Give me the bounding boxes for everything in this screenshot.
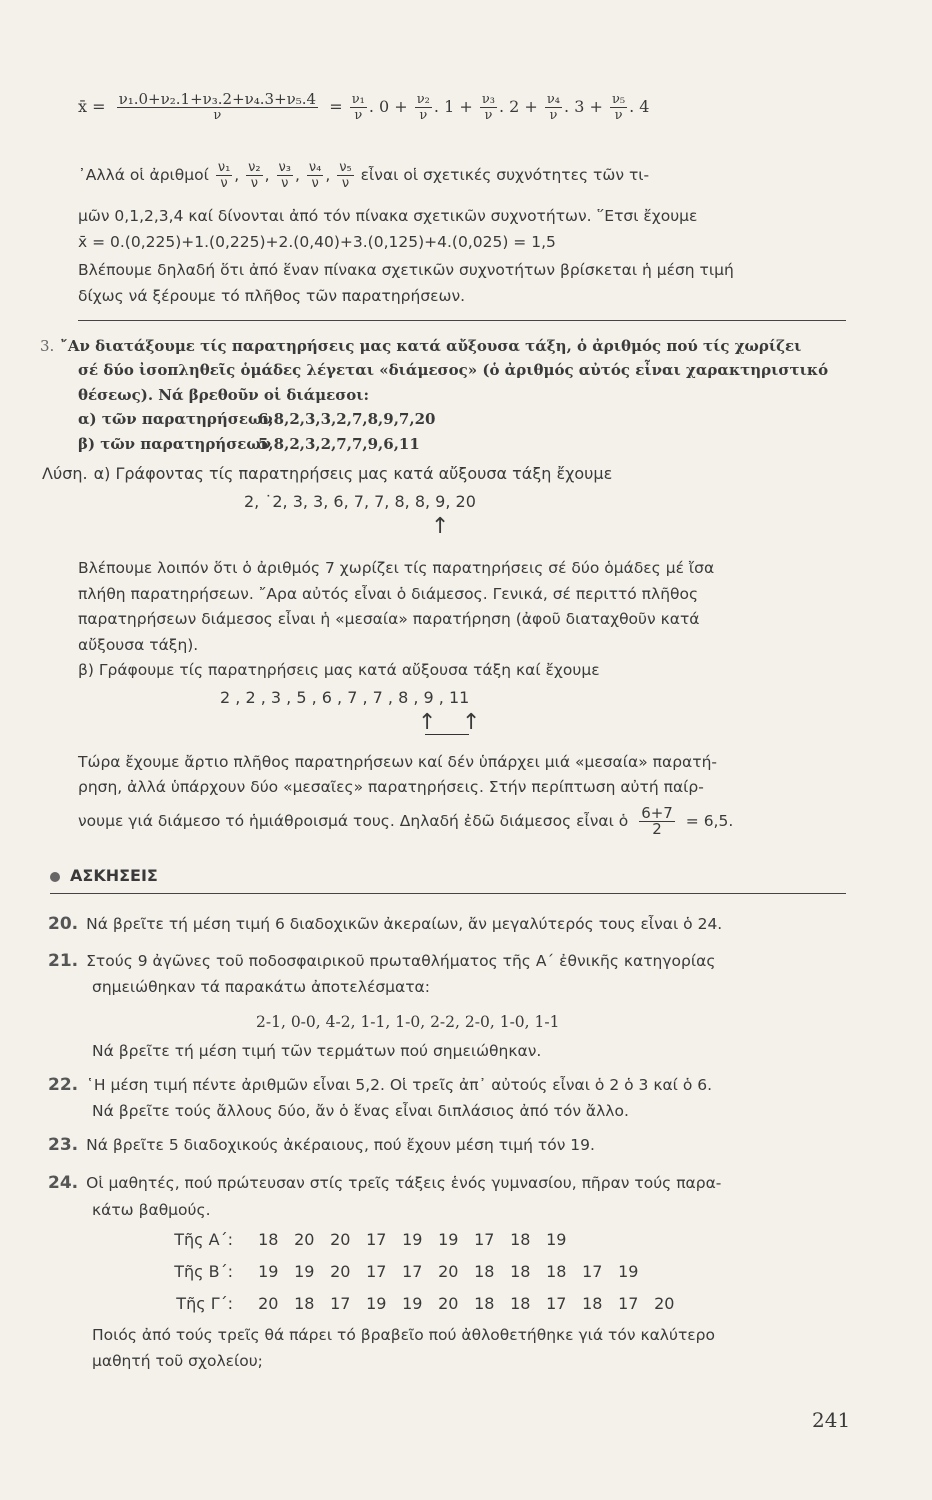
grade-value: 17 bbox=[474, 1230, 495, 1249]
grade-value: 19 bbox=[402, 1294, 423, 1313]
term-tail: . 1 + bbox=[433, 97, 473, 116]
comma: , bbox=[264, 166, 270, 184]
intro-fraction bbox=[307, 160, 323, 191]
frac-num: ν₂ bbox=[248, 160, 261, 175]
term-den: ν bbox=[419, 108, 428, 123]
term-num: ν₁ bbox=[351, 92, 365, 107]
grade-value: 17 bbox=[366, 1262, 387, 1281]
exercise-number: 21. bbox=[48, 951, 79, 971]
grade-value: 20 bbox=[654, 1294, 675, 1313]
solution-a-text-1: Βλέπουμε λοιπόν ὅτι ὁ ἀριθμός 7 χωρίζει τίς παρατηρήσεις σέ δύο ὁμάδες μέ ἴσα bbox=[78, 559, 715, 577]
term-den: ν bbox=[484, 108, 493, 123]
big-fraction-numerator: ν₁.0+ν₂.1+ν₃.2+ν₄.3+ν₅.4 bbox=[118, 90, 317, 108]
equals-sign: = bbox=[329, 97, 343, 116]
problem3-a bbox=[78, 409, 435, 429]
xbar-symbol: x̄ = bbox=[78, 97, 106, 116]
grades-row-c bbox=[138, 1294, 690, 1314]
exercise-24 bbox=[48, 1173, 721, 1193]
exercise-text: Νά βρεῖτε τή μέση τιμή 6 διαδοχικῶν ἀκεραίων, ἄν μεγαλύτερός τους εἶναι ὁ 24. bbox=[86, 915, 723, 933]
term-tail: . 0 + bbox=[368, 97, 408, 116]
grade-value: 17 bbox=[366, 1230, 387, 1249]
frac-num: ν₅ bbox=[339, 160, 352, 175]
term-num: ν₃ bbox=[481, 92, 495, 107]
solution-b-intro: β) Γράφουμε τίς παρατηρήσεις μας κατά αὔξουσα τάξη καί ἔχουμε bbox=[78, 661, 600, 679]
frac-num: ν₁ bbox=[217, 160, 231, 175]
grade-value: 20 bbox=[438, 1262, 459, 1281]
problem3-line-1 bbox=[40, 336, 801, 356]
relative-freq-line bbox=[78, 160, 649, 191]
grade-value: 17 bbox=[582, 1262, 603, 1281]
median-frac-den: 2 bbox=[652, 820, 662, 838]
solution-a-text-3: παρατηρήσεων διάμεσος εἶναι ἡ «μεσαία» παρατήρηση (ἀφοῦ διαταχθοῦν κατά bbox=[78, 610, 700, 628]
median-bracket bbox=[425, 734, 469, 735]
solution-b-text-2: ρηση, ἀλλά ὑπάρχουν δύο «μεσαῖες» παρατηρήσεις. Στήν περίπτωση αὐτή παίρ- bbox=[78, 778, 704, 796]
term-fraction bbox=[480, 92, 497, 123]
exercise-21 bbox=[48, 951, 715, 971]
term-den: ν bbox=[549, 108, 558, 123]
final-question-2: μαθητή τοῦ σχολείου; bbox=[92, 1352, 263, 1370]
grade-value: 17 bbox=[330, 1294, 351, 1313]
intro-fraction bbox=[246, 160, 262, 191]
exercise-text: Νά βρεῖτε 5 διαδοχικούς ἀκέραιους, πού ἔχουν μέση τιμή τόν 19. bbox=[86, 1136, 595, 1154]
grade-value: 20 bbox=[330, 1230, 351, 1249]
term-num: ν₄ bbox=[546, 92, 561, 107]
exercise-text: Στούς 9 ἀγῶνες τοῦ ποδοσφαιρικοῦ πρωταθλήματος τῆς Α΄ ἐθνικῆς κατηγορίας bbox=[86, 952, 716, 970]
grades-row-b bbox=[138, 1262, 654, 1282]
grade-value: 18 bbox=[546, 1262, 567, 1281]
term-tail: . 3 + bbox=[564, 97, 603, 116]
solution-a-text-4: αὔξουσα τάξη). bbox=[78, 636, 199, 654]
page-number: 241 bbox=[812, 1408, 851, 1432]
grade-value: 19 bbox=[546, 1230, 567, 1249]
intro-suffix: εἶναι οἱ σχετικές συχνότητες τῶν τι- bbox=[360, 166, 650, 184]
scores-question: Νά βρεῖτε τή μέση τιμή τῶν τερμάτων πού σημειώθηκαν. bbox=[92, 1042, 542, 1060]
term-fraction bbox=[610, 92, 627, 123]
grade-value: 19 bbox=[366, 1294, 387, 1313]
frac-den: ν bbox=[311, 176, 319, 191]
intro-line-3: x̄ = 0.(0,225)+1.(0,225)+2.(0,40)+3.(0,125)+4.(0,025) = 1,5 bbox=[78, 233, 556, 251]
problem3-a-values: 6,8,2,3,3,2,7,8,9,7,20 bbox=[258, 410, 436, 428]
exercises-divider bbox=[50, 893, 846, 894]
mean-formula bbox=[78, 92, 649, 123]
median-arrow-right-icon: ↑ bbox=[462, 710, 481, 735]
problem3-b-label: β) τῶν παρατηρήσεων bbox=[78, 435, 272, 453]
grade-value: 18 bbox=[474, 1262, 495, 1281]
frac-den: ν bbox=[220, 176, 228, 191]
solution-a-intro bbox=[42, 464, 612, 484]
frac-den: ν bbox=[341, 176, 350, 191]
term-fraction bbox=[545, 92, 562, 123]
solution-b-text-3-body: νουμε γιά διάμεσο τό ἡμιάθροισμά τους. Δηλαδή ἐδῶ διάμεσος εἶναι ὁ bbox=[78, 812, 629, 830]
term-tail: . 2 + bbox=[498, 97, 538, 116]
bullet-icon bbox=[50, 872, 60, 882]
intro-line-5: δίχως νά ξέρουμε τό πλῆθος τῶν παρατηρήσεων. bbox=[78, 287, 466, 305]
grade-value: 19 bbox=[258, 1262, 279, 1281]
solution-b-sorted: 2 , 2 , 3 , 5 , 6 , 7 , 7 , 8 , 9 , 11 bbox=[220, 688, 470, 707]
exercise-number: 23. bbox=[48, 1135, 79, 1155]
grade-value: 19 bbox=[402, 1230, 423, 1249]
grades-label: Τῆς Γ΄: bbox=[176, 1294, 233, 1313]
section-divider bbox=[78, 320, 846, 321]
median-result: = 6,5. bbox=[685, 812, 734, 830]
comma: , bbox=[234, 166, 240, 184]
grade-value: 20 bbox=[294, 1230, 315, 1249]
grade-value: 18 bbox=[510, 1294, 531, 1313]
grade-value: 18 bbox=[582, 1294, 603, 1313]
grade-value: 20 bbox=[258, 1294, 279, 1313]
solution-b-text-3 bbox=[78, 806, 733, 837]
match-scores: 2-1, 0-0, 4-2, 1-1, 1-0, 2-2, 2-0, 1-0, 1-1 bbox=[256, 1013, 560, 1031]
grade-value: 18 bbox=[294, 1294, 315, 1313]
median-arrow-icon: ↑ bbox=[431, 514, 450, 539]
solution-b-text-1: Τώρα ἔχουμε ἄρτιο πλῆθος παρατηρήσεων καί δέν ὑπάρχει μιά «μεσαία» παρατή- bbox=[78, 753, 718, 771]
intro-line-2: μῶν 0,1,2,3,4 καί δίνονται ἀπό τόν πίνακα σχετικῶν συχνοτήτων. ῞Ετσι ἔχουμε bbox=[78, 207, 698, 225]
grade-value: 18 bbox=[474, 1294, 495, 1313]
problem3-b bbox=[78, 434, 420, 454]
intro-line-4: Βλέπουμε δηλαδή ὅτι ἀπό ἕναν πίνακα σχετικῶν συχνοτήτων βρίσκεται ἡ μέση τιμή bbox=[78, 261, 734, 279]
median-frac-num: 6+7 bbox=[641, 804, 673, 822]
term-num: ν₂ bbox=[416, 92, 430, 107]
grade-value: 18 bbox=[510, 1230, 531, 1249]
intro-fraction bbox=[337, 160, 353, 191]
frac-num: ν₄ bbox=[308, 160, 322, 175]
grade-value: 20 bbox=[330, 1262, 351, 1281]
exercise-23 bbox=[48, 1135, 595, 1155]
frac-den: ν bbox=[250, 176, 259, 191]
exercise-20 bbox=[48, 914, 722, 934]
problem3-text: ῎Αν διατάξουμε τίς παρατηρήσεις μας κατά αὔξουσα τάξη, ὁ ἀριθμός πού τίς χωρίζει bbox=[60, 337, 802, 355]
exercise-text: ῾Η μέση τιμή πέντε ἀριθμῶν εἶναι 5,2. Οἱ τρεῖς ἀπ᾿ αὐτούς εἶναι ὁ 2 ὁ 3 καί ὁ 6. bbox=[86, 1076, 713, 1094]
solution-a-intro-text: α) Γράφοντας τίς παρατηρήσεις μας κατά αὔξουσα τάξη ἔχουμε bbox=[93, 464, 613, 483]
intro-fraction bbox=[277, 160, 293, 191]
problem3-line-2: σέ δύο ἰσοπληθεῖς ὁμάδες λέγεται «διάμεσος» (ὁ ἀριθμός αὐτός εἶναι χαρακτηριστικό bbox=[78, 361, 829, 379]
big-fraction-denominator: ν bbox=[213, 108, 222, 123]
term-tail: . 4 bbox=[629, 97, 650, 116]
exercise-number: 22. bbox=[48, 1075, 79, 1095]
problem3-number: 3. bbox=[40, 337, 55, 355]
solution-a-text-2: πλήθη παρατηρήσεων. ῎Αρα αὐτός εἶναι ὁ διάμεσος. Γενικά, σέ περιττό πλῆθος bbox=[78, 585, 699, 603]
comma: , bbox=[325, 166, 331, 184]
exercises-heading-text: ΑΣΚΗΣΕΙΣ bbox=[70, 866, 158, 885]
term-den: ν bbox=[354, 108, 363, 123]
intro-prefix: ᾿Αλλά οἱ ἀριθμοί bbox=[78, 166, 209, 184]
grade-value: 20 bbox=[438, 1294, 459, 1313]
grade-value: 19 bbox=[618, 1262, 639, 1281]
problem3-a-label: α) τῶν παρατηρήσεων bbox=[78, 410, 273, 428]
term-fraction bbox=[350, 92, 367, 123]
exercise-22-line-2: Νά βρεῖτε τούς ἄλλους δύο, ἄν ὁ ἕνας εἶναι διπλάσιος ἀπό τόν ἄλλο. bbox=[92, 1102, 629, 1120]
term-num: ν₅ bbox=[611, 92, 626, 107]
exercise-text: Οἱ μαθητές, πού πρώτευσαν στίς τρεῖς τάξεις ἑνός γυμνασίου, πῆραν τούς παρα- bbox=[86, 1174, 722, 1192]
grade-value: 19 bbox=[438, 1230, 459, 1249]
grade-value: 17 bbox=[402, 1262, 423, 1281]
grades-label: Τῆς Β΄: bbox=[174, 1262, 233, 1281]
exercise-number: 24. bbox=[48, 1173, 79, 1193]
term-den: ν bbox=[614, 108, 623, 123]
exercise-24-line-2: κάτω βαθμούς. bbox=[92, 1201, 211, 1219]
solution-label: Λύση. bbox=[42, 464, 88, 483]
problem3-b-values: 5,8,2,3,2,7,7,9,6,11 bbox=[258, 435, 420, 453]
median-arrow-left-icon: ↑ bbox=[418, 710, 437, 735]
exercises-heading bbox=[50, 866, 158, 886]
final-question-1: Ποιός ἀπό τούς τρεῖς θά πάρει τό βραβεῖο πού ἀθλοθετήθηκε γιά τόν καλύτερο bbox=[92, 1326, 715, 1344]
comma: , bbox=[295, 166, 300, 184]
mean-big-fraction bbox=[117, 92, 319, 123]
grade-value: 18 bbox=[258, 1230, 279, 1249]
grade-value: 17 bbox=[546, 1294, 567, 1313]
problem3-line-3: θέσεως). Νά βρεθοῦν οἱ διάμεσοι: bbox=[78, 386, 370, 404]
grades-row-a bbox=[138, 1230, 582, 1250]
exercise-number: 20. bbox=[48, 914, 79, 934]
exercise-22 bbox=[48, 1075, 712, 1095]
intro-fraction bbox=[216, 160, 232, 191]
solution-a-sorted: 2, ˙2, 3, 3, 6, 7, 7, 8, 8, 9, 20 bbox=[244, 492, 476, 511]
frac-num: ν₃ bbox=[278, 160, 292, 175]
exercise-21-line-2: σημειώθηκαν τά παρακάτω ἀποτελέσματα: bbox=[92, 978, 430, 996]
grades-label: Τῆς Α΄: bbox=[174, 1230, 233, 1249]
median-fraction bbox=[639, 806, 675, 837]
mean-terms bbox=[348, 92, 650, 123]
grade-value: 18 bbox=[510, 1262, 531, 1281]
frac-den: ν bbox=[281, 176, 289, 191]
grade-value: 19 bbox=[294, 1262, 315, 1281]
term-fraction bbox=[415, 92, 432, 123]
grade-value: 17 bbox=[618, 1294, 639, 1313]
